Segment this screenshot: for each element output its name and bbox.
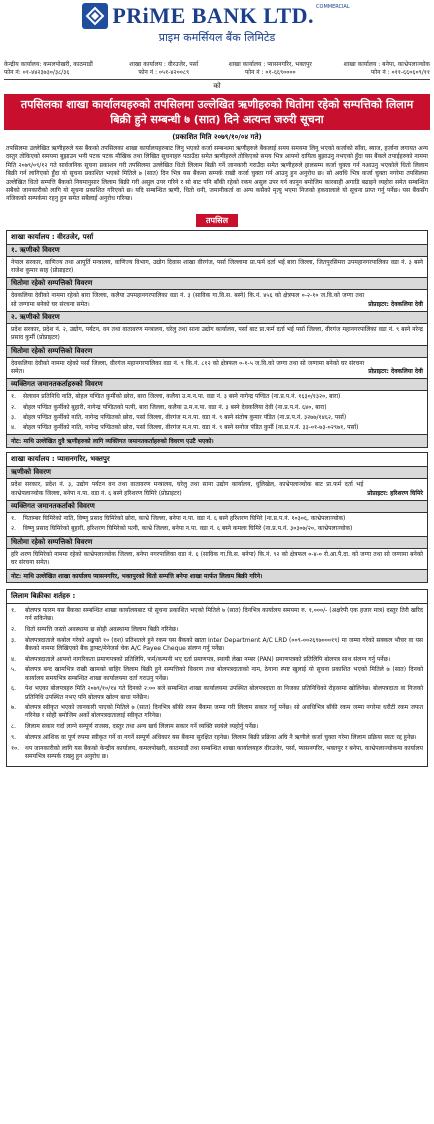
borrower-head: १. ऋणीको विवरण <box>7 245 427 257</box>
branch-office-2: शाखा कार्यालय : प्यासनगरिर, भक्तपुर <box>228 61 312 68</box>
collateral-details: देवकलिया देवीको नाममा रहेको बारा जिल्ला, कलैया उपमहानगरपालिका वडा नं. ३ (साविक गा.वि.स. बस्ने) कि.नं. ४५६ को क्षेत्रफल ०-२-१० ज.वि.को जग्गा तथा सो जग्गामा बनेको घर संरचना समेत। <box>11 292 365 308</box>
guarantor-head: व्यक्तिगत जमानतकर्ताहरुको विवरण <box>7 379 427 391</box>
collateral-details: देवकलिया देवीको नाममा रहेको पर्सा जिल्ला, वीरगंज महानगरपालिका वडा नं. ९ कि.नं. ८१२ को क्षेत्रफल ०-१-५ ज.वि.को जग्गा तथा सो जग्गामा बनेको घर संरचना समेत। <box>11 359 365 375</box>
list-item: २. विष्णु प्रसाद घिमिरेको बुहारी, हरिशरण घिमिरेको पत्नी, काभ्रे जिल्ला, बनेपा न.पा. वडा नं. ६ बस्ने कमला घिमिरे (ना.प्र.प.नं. ३०३०७/२०, काभ्रेपलाञ्चोक) <box>11 525 353 533</box>
collateral-head: धितोमा रहेको सम्पत्तिको विवरण <box>7 537 427 549</box>
bank-header <box>4 0 430 61</box>
list-item: ६. पेश भएका बोलपत्रहरु मिति २०७९/१०/१४ गते दिनको २:०० बजे सम्बन्धित शाखा कार्यालयमा उपस्थित बोलपत्रदाता वा निजका प्रतिनिधिको रोहवरमा खोलिनेछ। बोलपत्रदाता वा निजको प्रतिनिधि उपस्थित नभए पनि बोलपत्र खोल्न बाधा पर्नेछैन। <box>11 685 423 701</box>
collateral-owner: प्रोप्राइटर: देवकलिया देवी <box>368 300 423 308</box>
borrower-head: ऋणीको विवरण <box>7 467 427 479</box>
borrower-owner: प्रोप्राइटर: हरिशरण घिमिरे <box>367 489 423 497</box>
branch-section-bhaktapur <box>6 452 428 583</box>
bank-name: PRiME BANK LTD. <box>112 3 315 28</box>
auction-conditions <box>6 589 428 767</box>
bank-name-nepali: प्राइम कमर्सियल बैंक लिमिटेड <box>158 31 276 44</box>
corporate-phone: फोन नं: ०१-४४२३७३०/३८/३६ <box>4 69 70 76</box>
list-item: ३. बोहल पण्डित कुर्मीको नाति, नागेन्द्र पण्डितको छोरा, पर्सा जिल्ला, वीरगंज म.न.पा. वडा नं. ९ बस्ने संतोष कुमार पंडित (ना.प्र.प.नं. ३२७७/१४६२, पर्सा) <box>11 413 347 421</box>
branch-office-1: शाखा कार्यालय : वीरउजेर, पर्सा <box>129 61 199 68</box>
borrower-details: प्रदेश सरकार, प्रदेश नं. ३, उद्योग पर्यटन वन तथा वातावरण मन्त्रालय, घरेलु तथा साना उद्योग कार्यालय, धुलिखेल, काभ्रेपलाञ्चोक बाट प्रा.फर्म दर्ता भई काभ्रेपलाञ्चोक जिल्ला, बनेपा न.पा. वडा नं. ६ बस्ने हरिशरण घिमिरे (प्रोप्राइटर) <box>11 481 364 497</box>
list-item: ३. बोलपत्रदाताले कबोल गरेको अङ्कको १० (दश) प्रतिशतले हुने रकम यस बैंकको खाता Inter Department A/C LRD (००९-००२६९७०००१९) मा जम्मा गरेको सक्कल भौचर वा यस बैंकको नाममा लिखिएको बैंक ड्राफ्ट/मेनेजर्स चेक A/C Payee Cheque संलग्न गर्नु पर्नेछ। <box>11 636 423 652</box>
schedule-tag: तपसिल <box>196 214 238 227</box>
guarantor-list <box>7 513 427 537</box>
notice-headline: तपसिलका शाखा कार्यालयहरुको तपसिलमा उल्लेखित ऋणीहरुको धितोमा रहेको सम्पत्तिको लिलाम बिक्री हुने सम्बन्धी ७ (सात) दिने अत्यन्त जरुरी सूचना <box>4 94 430 130</box>
list-item: १०. थप जानकारीको लागि यस बैंकको केन्द्रीय कार्यालय, कमलपोखरी, काठमाडौं तथा सम्बन्धित शाखा कार्यालयहरु वीरउजेर, पर्सा, प्यासनगरिर, भक्तपुर र बनेपा, काभ्रेपलाञ्चोकमा कार्यालय समयभित्र सम्पर्क राख्नु हुन अनुरोध छ। <box>11 744 423 760</box>
office-addresses <box>4 61 430 80</box>
borrower-details: नेपाल सरकार, वाणिज्य तथा आपूर्ति मन्त्रालय, वाणिज्य विभाग, उद्योग दिवास शाखा वीरगंज, पर्सा जिल्लामा प्रा.फर्म दर्ता भई बारा जिल्ला, जितपुरसिमरा उपमहानगरपालिका वडा नं. ३ बस्ने राजेश कुमार साह (प्रोप्राइटर) <box>7 257 427 279</box>
list-item: २. धितो सम्पत्ति जस्तो अवस्थामा छ सोही अवस्थामा लिलाम बिक्री गरिनेछ। <box>11 626 179 634</box>
publication-date: (प्रकाशित मिति २०७९/१०/०४ गते) <box>172 133 262 141</box>
ko-label: को <box>213 82 221 90</box>
list-item: १. सेलावन प्रतिनिधि नाति, बोहल पण्डित कुर्मीको छोरा, बारा जिल्ला, कलैया उ.म.न.पा. वडा नं. ३ बस्ने नागेन्द्र पण्डित (ना.प्र.प.नं. १६३०/१३२०, बारा) <box>11 393 341 401</box>
guarantor-list <box>7 391 427 435</box>
list-item: १. पिताम्बर घिमिरेको नाति, विष्णु प्रसाद घिमिरेको छोरा, काभ्रे जिल्ला, बनेपा न.पा. वडा नं. ६ बस्ने हरिशरण घिमिरे (ना.प्र.प.नं. १०३०६, काभ्रेपलाञ्चोक) <box>11 515 346 522</box>
list-item: ९. बोलपत्र आंशिक वा पूर्ण रुपमा स्वीकृत गर्ने वा नगर्ने सम्पूर्ण अधिकार यस बैंकमा सुरक्षित रहनेछ। लिलाम बिक्री प्रक्रिया अघि नै ऋणीले कर्जा चुक्ता गरेमा लिलाम प्रक्रिया स्वतः रद्द हुनेछ। <box>11 733 417 741</box>
collateral-head: धितोमा रहेको सम्पत्तिको विवरण <box>7 346 427 358</box>
borrower-head: २. ऋणीको विवरण <box>7 312 427 324</box>
guarantor-head: व्यक्तिगत जमानतकर्ताको विवरण <box>7 501 427 513</box>
collateral-details: हरि शरण घिमिरेको नाममा रहेको काभ्रेपलाञ्चोक जिल्ला, बनेपा नगरपालिका वडा नं. ६ (साविक गा.वि.स. बनेपा) कि.नं. ९२ को क्षेत्रफल ०-४-० रो.आ.पै.दा. को जग्गा तथा सो जग्गामा बनेको घर संरचना समेत। <box>7 549 427 571</box>
list-item: ५. बोलपत्र बन्द खामभित्र राखी खामको बाहिर लिलाम बिक्री हुने सम्पत्तिको विवरण तथा बोलपत्रदाताको नाम, ठेगाना स्पष्ट खुलाई यो सूचना प्रकाशित भएको मितिले ७ (सात) दिनको कार्यालय समयभित्र सम्बन्धित शाखा कार्यालयमा दर्ता गराउनु पर्नेछ। <box>11 666 423 682</box>
branch-phone-2: फोन नं : ०१-६६९०००० <box>244 69 296 76</box>
corporate-office: केन्द्रीय कार्यालय: कमलपोखरी, काठमाडौं <box>4 61 93 68</box>
branch-title: शाखा कार्यालय : वीरउजेर, पर्सा <box>7 231 427 245</box>
collateral-head: धितोमा रहेको सम्पत्तिको विवरण <box>7 278 427 290</box>
collateral-owner: प्रोप्राइटर: देवकलिया देवी <box>368 367 423 375</box>
list-item: २. बोहल पण्डित कुर्मीको बुहारी, नागेन्द्र पण्डितको पत्नी, बारा जिल्ला, कलैया उ.म.न.पा. वडा नं. ३ बस्ने देवकलिया देवी (ना.प्र.प.नं. ६४०, बारा) <box>11 403 327 411</box>
bank-brand <box>82 3 351 45</box>
list-item: १. बोलपत्र फारम यस बैंकका सम्बन्धित शाखा कार्यालयबाट यो सूचना प्रकाशित भएको मितिले ७ (सात) दिनभित्र कार्यालय समयमा रु. १,०००/- (अक्षरेपी एक हजार मात्र) दस्तुर तिरी खरिद गर्न सकिनेछ। <box>11 607 423 623</box>
branch-office-3: शाखा कार्यालय : बनेपा, काभ्रेपलाञ्चोक <box>343 61 430 68</box>
branch-phone-1: फोन नं : ०५१-४२००८९ <box>138 69 190 76</box>
list-item: ४. बोहल पण्डित कुर्मीको नाति, नागेन्द्र पण्डितको छोरा, पर्सा जिल्ला, वीरगंज म.न.पा. वडा नं. ९ बस्ने सनोज पंडित कुर्मी (ना.प्र.प.नं. ३३-०१-७३-०२९७१, पर्सा) <box>11 424 359 432</box>
borrower-details: प्रदेश सरकार, प्रदेश नं. २, उद्योग, पर्यटन, वन तथा वातावरण मन्त्रालय, घरेलु तथा साना उद्योग कार्यालय, पर्सा बाट प्रा.फर्म दर्ता भई पर्सा जिल्ला, वीरगंज महानगरपालिका वडा नं. ९ बस्ने नरेन्द्र प्रसाद कुर्मी (प्रोप्राइटर) <box>7 324 427 346</box>
conditions-title: लिलाम बिक्रीका शर्तहरु : <box>7 590 427 604</box>
list-item: ४. बोलपत्रदाताले आफ्नो नागरिकता प्रमाणपत्रको प्रतिलिपि, फर्म/कम्पनी भए दर्ता प्रमाणपत्र, स्थायी लेखा नम्बर (PAN) प्रमाणपत्रको प्रतिलिपि बोलपत्र साथ संलग्न गर्नु पर्नेछ। <box>11 655 391 663</box>
branch-title: शाखा कार्यालय : प्यासनगरिर, भक्तपुर <box>7 453 427 467</box>
list-item: ८. लिलाम सकार गर्दा लाग्ने सम्पूर्ण राजस्व, दस्तुर तथा अन्य खर्च लिलाम सकार गर्ने व्यक्ति स्वयंले व्यहोर्नु पर्नेछ। <box>11 723 259 731</box>
branch-section-birgunj <box>6 230 428 449</box>
conditions-list <box>7 604 427 766</box>
branch-note: नोट: माथि उल्लेखित दुवै ऋणीहरुको लागि व्यक्तिगत जमानतकर्ताहरुको विवरण एउटै भएको। <box>7 435 427 447</box>
branch-phone-3: फोन नं : ०११-६६०६०९/११ <box>370 69 430 76</box>
commercial-tag: COMMERCIAL <box>316 4 350 10</box>
list-item: ७. बोलपत्र स्वीकृत भएको जानकारी पाएको मितिले ७ (सात) दिनभित्र बाँकी रकम बैंकमा जम्मा गरी लिलाम सकार गर्नु पर्नेछ। सो अवधिभित्र बाँकी रकम जम्मा नगरेमा धरौटी रकम जफत गरिनेछ र सोही बमोजिम अर्को बोलपत्रदातालाई स्वीकृत गरिनेछ। <box>11 704 423 720</box>
notice-intro: तपसिलमा उल्लेखित ऋणीहरुले यस बैंकको तपसिलका शाखा कार्यालयहरुबाट लिनु भएको कर्जा सम्बन्धमा ऋणीहरुले बैंकलाई समय समयमा लिनु भएको कर्जाको साँवा, ब्याज, हर्जाना लगायत अन्य दस्तुर तोकिएको समयमा बुझाउन भनी पटक पटक मौखिक तथा लिखित सूचनाहरु पठाउँदा समेत ऋणीहरुले तोकिएको समय भित्र आफ्नो दायित्व बुझाउनु नभएको हुँदा यस बैंकले तपाईहरुको नाममा मिति २०७९/०९/१२ गते सार्वजनिक सूचना प्रकाशन गरी तपसिलमा उल्लेखित धितो लिलाम बिक्री गर्ने जानकारी गराउँदा समेत ऋणीहरुले हालसम्म कर्जा चुक्ता गर्न नआउनु भएकोले धितो लिलाम बिक्री गर्न लागिएको हुँदा यो सूचना प्रकाशित भएको मितिले ७ (सात) दिन भित्र यस बैंकमा सम्पर्क राखी कर्जा चुक्ता गर्न आउनु हुन अनुरोध छ। सो अवधि भित्र कर्जा चुक्ता नगरेमा तपसिलमा उल्लेखित धितो सम्पत्ति बैंकको नियमानुसार लिलाम बिक्री गरी असुल उपर गरिने र सो बाट पनि बाँकी रहेको रकम असुल उपर गर्न कानून बमोजिम कारबाही अगाडि बढाइने व्यहोरा समेत सम्बन्धित सबैको जानकारीको लागि यो सूचना प्रकाशित गरिएको छ। यदि सम्बन्धित ऋणी, धितो धनी, जमानीकर्ता वा अन्य कसैको मृत्यु भएमा निजको हकवालाले यो सूचना प्राप्त गर्नु पर्नेछ। यस बैंकसँग नजिकको सम्पर्कमा रहनु हुन समेत सबैलाई अनुरोध गरिन्छ। <box>6 145 428 203</box>
branch-note: नोट: माथि उल्लेखित शाखा कार्यालय प्यासनगरिर, भक्तपुरको धितो सम्पत्ति बनेपा शाखा मार्फत लिलाम बिक्री गरिने। <box>7 570 427 582</box>
prime-bank-logo-icon <box>82 3 108 29</box>
